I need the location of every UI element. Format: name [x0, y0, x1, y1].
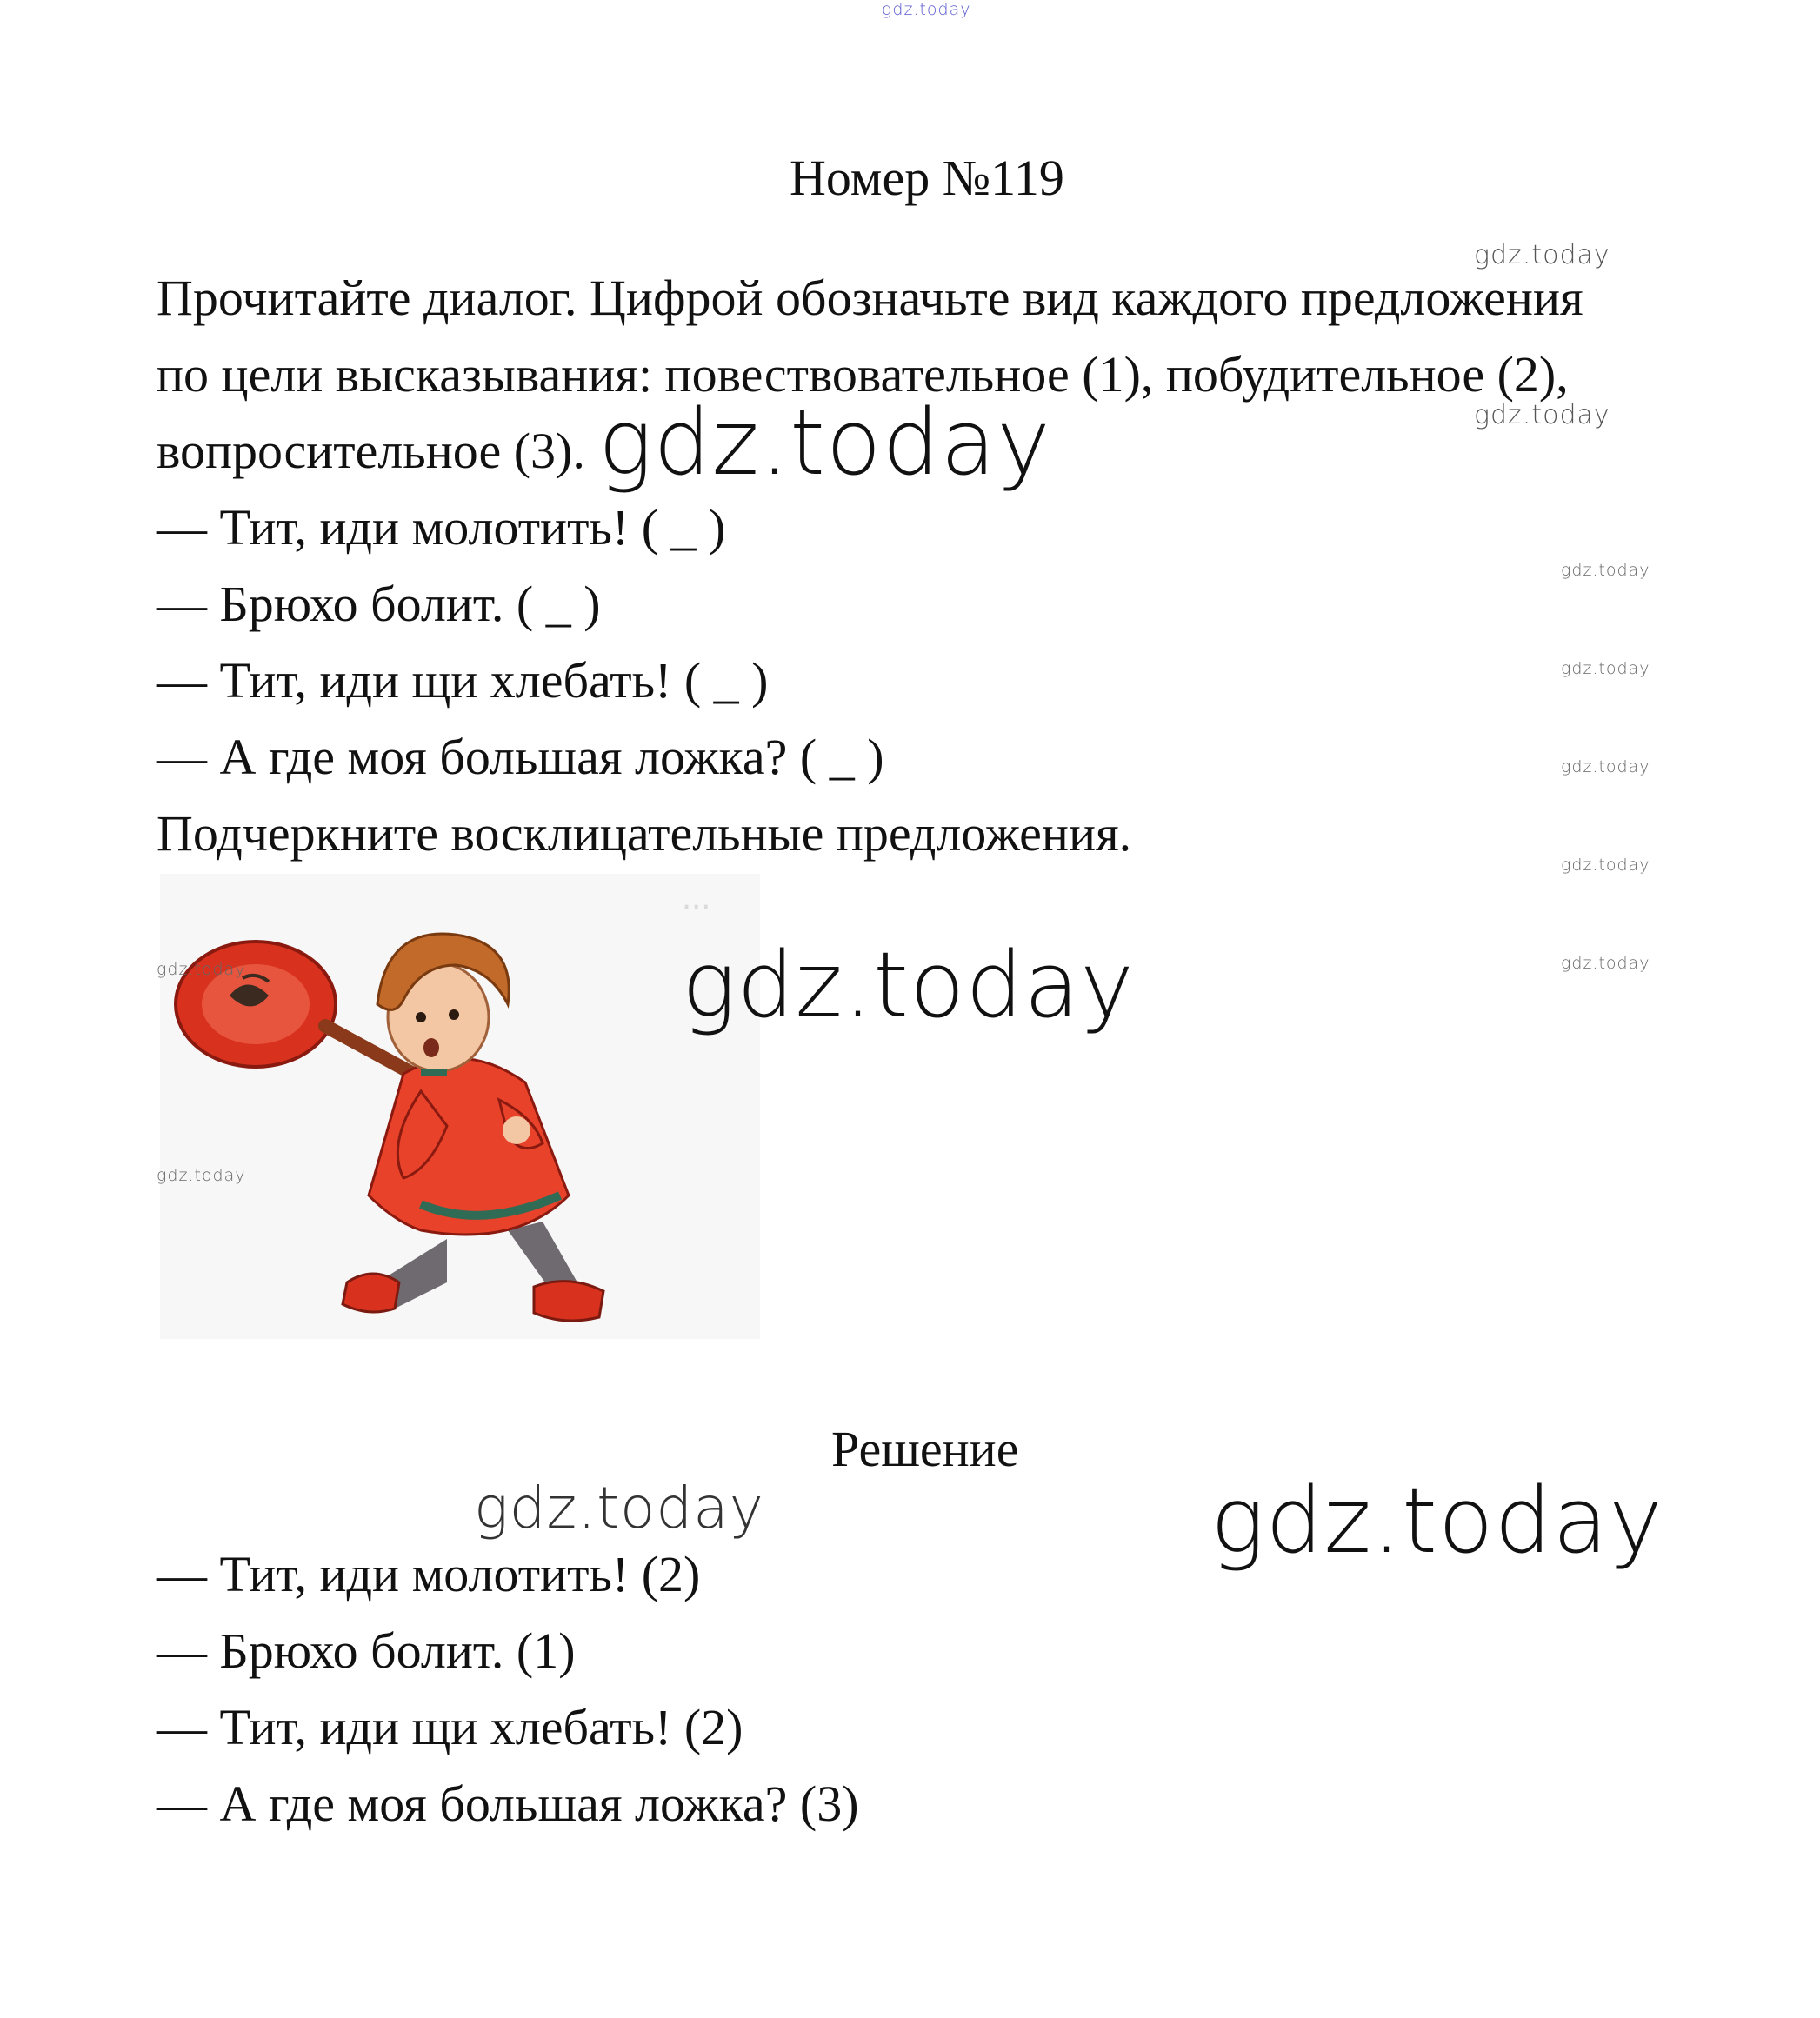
- watermark-tiny-3: gdz.today: [1561, 757, 1650, 776]
- watermark-large-3: gdz.today: [1210, 1468, 1663, 1574]
- boy-illustration-svg: [160, 874, 760, 1339]
- watermark-small-1: gdz.today: [1474, 240, 1610, 270]
- underline-instruction: Подчеркните восклицательные предложения.: [157, 805, 1132, 862]
- task-line-3: вопросительное (3).: [157, 423, 585, 479]
- dialog-line-2: — Брюхо болит. ( _ ): [157, 576, 601, 632]
- answer-line-2: — Брюхо болит. (1): [157, 1622, 576, 1679]
- watermark-top: gdz.today: [882, 0, 971, 19]
- watermark-tiny-5: gdz.today: [1561, 954, 1650, 973]
- watermark-large-2: gdz.today: [682, 932, 1135, 1038]
- dialog-line-3: — Тит, иди щи хлебать! ( _ ): [157, 652, 769, 709]
- answer-line-1: — Тит, иди молотить! (2): [157, 1546, 701, 1602]
- dialog-line-4: — А где моя большая ложка? ( _ ): [157, 729, 884, 785]
- svg-text:...: ...: [682, 878, 711, 916]
- answer-line-4: — А где моя большая ложка? (3): [157, 1775, 859, 1832]
- watermark-large-1: gdz.today: [598, 390, 1051, 496]
- watermark-tiny-4: gdz.today: [1561, 856, 1650, 875]
- task-line-1: Прочитайте диалог. Цифрой обозначьте вид каждого предложения: [157, 270, 1583, 326]
- watermark-tiny-6: gdz.today: [157, 960, 246, 979]
- watermark-tiny-1: gdz.today: [1561, 561, 1650, 580]
- boy-with-spoon-illustration: [160, 874, 760, 1339]
- watermark-tiny-2: gdz.today: [1561, 659, 1650, 678]
- page-title: Номер №119: [790, 150, 1064, 206]
- solution-heading: Решение: [831, 1421, 1019, 1477]
- watermark-medium: gdz.today: [474, 1475, 764, 1542]
- task-line-2: по цели высказывания: повествовательное (1), побудительное (2),: [157, 346, 1569, 403]
- dialog-line-1: — Тит, иди молотить! ( _ ): [157, 499, 726, 556]
- watermark-tiny-7: gdz.today: [157, 1166, 246, 1185]
- answer-line-3: — Тит, иди щи хлебать! (2): [157, 1699, 743, 1755]
- watermark-small-2: gdz.today: [1474, 400, 1610, 430]
